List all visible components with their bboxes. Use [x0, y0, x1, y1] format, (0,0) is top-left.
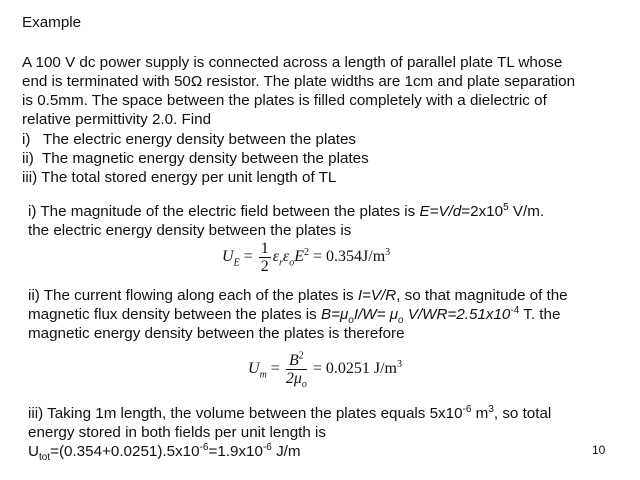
solution-1-value: =2x10 — [461, 203, 504, 220]
solution-3-exp-2: -6 — [262, 441, 272, 453]
solution-1-line-2: the electric energy density between the plates is — [28, 222, 352, 239]
eq2-lhs-sub: m — [259, 369, 267, 381]
solution-3-unit-power: 3 — [488, 403, 494, 415]
solution-3-line-2: energy stored in both fields per unit length is — [28, 424, 327, 441]
solution-2-line-1 — [28, 287, 568, 305]
solution-2-exponent: -4 — [510, 304, 520, 316]
solution-2-line-2 — [28, 304, 561, 327]
equation-electric-energy-density: $U_E$ = $\frac{1}{2}$ $\varepsilon_r\varepsilon_oE^2 = 0.354J/m^3$ — [222, 240, 391, 275]
eq2-fraction — [285, 350, 307, 391]
slide-title: Example — [22, 14, 82, 31]
solution-2-unit: T. the — [519, 306, 561, 323]
eq1-E-power: 2 — [304, 246, 310, 258]
solution-2-sub-o: o — [348, 315, 354, 327]
eq1-epsilon-r: ε — [272, 248, 280, 266]
solution-3-result-unit: J/m — [271, 443, 301, 460]
solution-1-text: i) The magnitude of the electric field between the plates is — [28, 203, 420, 220]
eq1-E: E — [294, 248, 305, 266]
eq2-den-text: 2μ — [285, 370, 302, 387]
solution-2-formula-2: I/W= μ — [353, 306, 399, 323]
solution-3-unit: m — [471, 405, 489, 422]
problem-line-3: is 0.5mm. The space between the plates is filled completely with a dielectric of — [22, 92, 547, 109]
question-item-3: iii) The total stored energy per unit length of TL — [22, 169, 337, 186]
eq1-lhs: U — [222, 248, 234, 266]
eq1-value: = 0.354J/m — [309, 248, 386, 266]
eq1-fraction — [259, 240, 271, 275]
question-item-1: i) The electric energy density between the plates — [22, 131, 357, 148]
solution-3-sub-tot: tot — [38, 452, 51, 464]
solution-1-formula: E=V/d — [419, 203, 462, 220]
page-number: 10 — [592, 443, 606, 457]
solution-3-U: U — [28, 443, 39, 460]
eq2-numerator — [286, 352, 307, 370]
solution-3-result: =1.9x10 — [208, 443, 263, 460]
problem-line-4: relative permittivity 2.0. Find — [22, 111, 212, 128]
solution-2-sub-o-2: o — [398, 315, 404, 327]
solution-3-line-3 — [28, 441, 301, 464]
solution-2-line-2-text: magnetic flux density between the plates is — [28, 306, 321, 323]
solution-3-text-end: , so total — [493, 405, 552, 422]
solution-3-text: iii) Taking 1m length, the volume between the plates equals 5x10 — [28, 405, 463, 422]
eq1-sub-r: r — [279, 257, 283, 269]
solution-1-exponent: 5 — [503, 201, 509, 213]
solution-2-B-formula: B=μ — [320, 306, 349, 323]
solution-2-line-3: magnetic energy density between the plates is therefore — [28, 325, 405, 342]
problem-line-2: end is terminated with 50Ω resistor. The plate widths are 1cm and plate separation — [22, 73, 576, 90]
solution-3-line-1 — [28, 405, 551, 423]
solution-1-line-1 — [28, 203, 544, 221]
solution-3-expression: =(0.354+0.0251).5x10 — [50, 443, 200, 460]
equation-magnetic-energy-density: $U_m$ = $\frac{B^2}{2\mu_o}$ = 0.0251 $J/m^3$ — [248, 350, 402, 391]
solution-2-text: ii) The current flowing along each of the plates is — [28, 287, 358, 304]
eq2-den-sub: o — [301, 379, 307, 391]
eq2-denominator — [285, 370, 307, 391]
eq2-unit-power: 3 — [397, 358, 402, 370]
problem-line-1: A 100 V dc power supply is connected across a length of parallel plate TL whose — [22, 54, 563, 71]
eq1-numerator: 1 — [260, 240, 269, 257]
eq2-value: = 0.0251 J/m — [308, 360, 397, 378]
eq1-sub-o: o — [289, 257, 295, 269]
eq1-lhs-sub: E — [233, 257, 240, 269]
solution-2-formula: I=V/R — [357, 287, 397, 304]
solution-1-unit: V/m. — [508, 203, 545, 220]
solution-2-B-value: V/WR=2.51x10 — [403, 306, 511, 323]
question-item-2: ii) The magnetic energy density between the plates — [22, 150, 369, 167]
eq1-denominator: 2 — [260, 258, 269, 275]
eq2-B: B — [288, 352, 299, 369]
solution-2-text-end: , so that magnitude of the — [396, 287, 568, 304]
eq2-B-power: 2 — [298, 350, 304, 362]
solution-3-exp-1: -6 — [199, 441, 209, 453]
solution-3-exponent: -6 — [462, 403, 472, 415]
eq1-unit-power: 3 — [385, 246, 391, 258]
eq2-lhs: U — [248, 360, 260, 378]
